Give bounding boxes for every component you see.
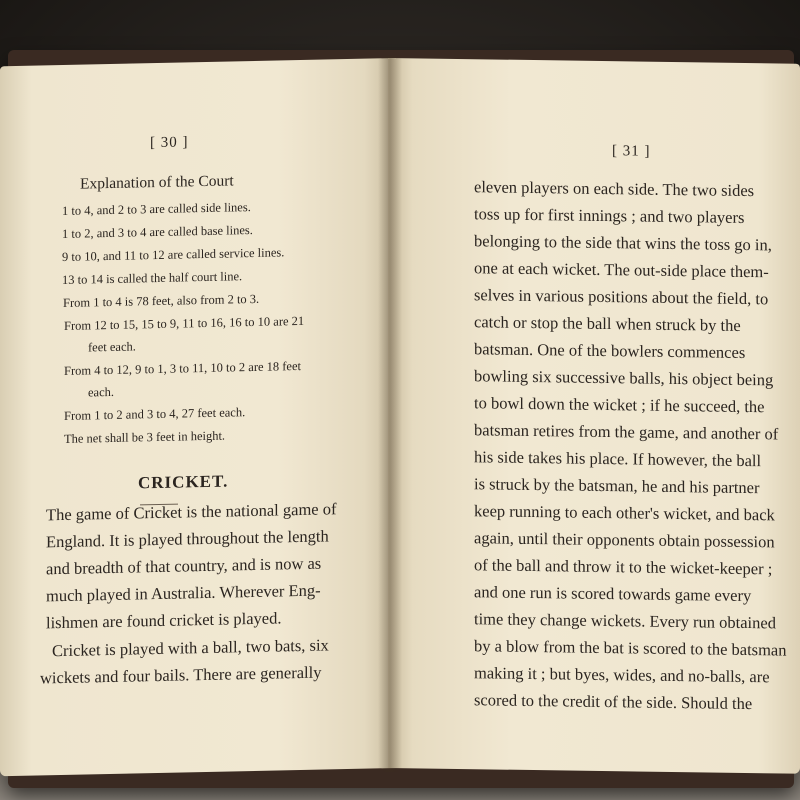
body-line: Cricket is played with a ball, two bats, six (52, 635, 329, 661)
court-line: 13 to 14 is called the half court line. (62, 269, 243, 287)
body-line: eleven players on each side. The two sides (474, 177, 755, 201)
body-line: keep running to each other's wicket, and back (474, 501, 775, 525)
court-line: 9 to 10, and 11 to 12 are called service lines. (62, 245, 285, 264)
body-line: catch or stop the ball when struck by the (474, 312, 741, 335)
body-line: by a blow from the bat is scored to the batsman (474, 636, 787, 660)
body-line: belonging to the side that wins the toss go in, (474, 231, 772, 255)
body-line: toss up for first innings ; and two players (474, 204, 745, 227)
body-line: his side takes his place. If however, the ball (474, 447, 762, 471)
body-line: much played in Australia. Wherever Eng- (46, 580, 321, 606)
body-line: The game of Cricket is the national game of (46, 499, 337, 525)
page-number-left: [ 30 ] (150, 134, 189, 152)
body-line: to bowl down the wicket ; if he succeed, the (474, 393, 765, 417)
court-line: 1 to 4, and 2 to 3 are called side lines. (62, 200, 251, 218)
left-page (0, 58, 396, 776)
court-line: From 1 to 4 is 78 feet, also from 2 to 3. (63, 291, 260, 310)
body-line: and one run is scored towards game every (474, 582, 752, 606)
body-line: again, until their opponents obtain possession (474, 528, 775, 552)
court-line: 1 to 2, and 3 to 4 are called base lines. (62, 222, 253, 241)
body-line: selves in various positions about the field, to (474, 285, 769, 309)
cricket-title: CRICKET. (138, 471, 229, 493)
body-line: one at each wicket. The out-side place them- (474, 258, 769, 282)
court-line: each. (88, 384, 115, 400)
body-line: time they change wickets. Every run obtained (474, 609, 776, 633)
body-line: batsman retires from the game, and another of (474, 420, 779, 444)
court-line: From 1 to 2 and 3 to 4, 27 feet each. (64, 405, 246, 423)
body-line: of the ball and throw it to the wicket-keeper ; (474, 555, 773, 579)
body-line: making it ; but byes, wides, and no-balls, are (474, 663, 770, 687)
page-number-right: [ 31 ] (612, 143, 651, 160)
body-line: batsman. One of the bowlers commences (474, 339, 746, 362)
body-line: and breadth of that country, and is now as (46, 553, 322, 579)
body-line: England. It is played throughout the length (46, 526, 329, 552)
court-line: From 12 to 15, 15 to 9, 11 to 16, 16 to 10 are 21 (64, 313, 305, 333)
body-line: is struck by the batsman, he and his partner (474, 474, 760, 498)
court-line: The net shall be 3 feet in height. (64, 428, 226, 446)
right-page (388, 58, 800, 774)
body-line: bowling six successive balls, his object being (474, 366, 774, 390)
court-line: From 4 to 12, 9 to 1, 3 to 11, 10 to 2 are 18 feet (64, 358, 302, 378)
court-title: Explanation of the Court (80, 172, 234, 193)
book-gutter (378, 56, 402, 772)
body-line: lishmen are found cricket is played. (46, 608, 282, 633)
court-line: feet each. (88, 339, 136, 355)
body-line: wickets and four bails. There are generally (40, 662, 322, 688)
body-line: scored to the credit of the side. Should the (474, 690, 753, 714)
